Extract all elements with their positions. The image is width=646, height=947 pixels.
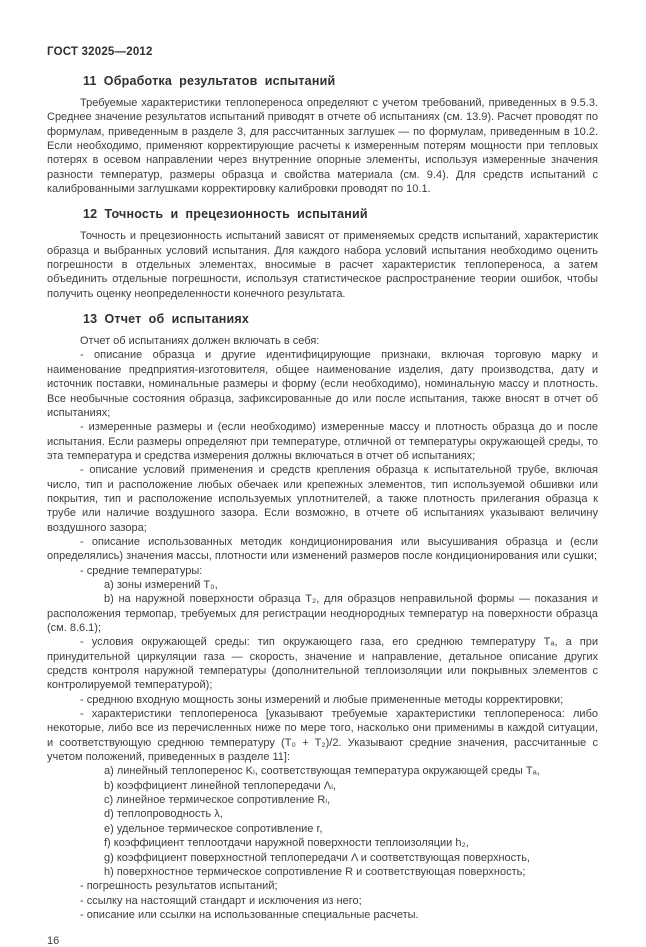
section-12-heading: 12 Точность и прецезионность испытаний [83, 207, 368, 222]
sub-list-item: f) коэффициент теплоотдачи наружной поверхности теплоизоляции h₂, [104, 837, 469, 850]
sub-list-item: d) теплопроводность λ, [104, 808, 223, 821]
list-item: - описание условий применения и средств крепления образца к испытательной трубе, включая число, тип и расположение любых обечаек или крепежных элементов, тип используемой обшивки или покрытия, тип и расположение используемых уплотнителей, а также плотность прилегания образца к трубе или наличие воздушного зазора. Если возможно, в отчете об испытаниях указывают величину воздушного зазора; [47, 464, 598, 534]
list-item: - описание или ссылки на использованные специальные расчеты. [80, 908, 419, 921]
standard-number-header: ГОСТ 32025—2012 [47, 46, 153, 58]
sub-list-item: g) коэффициент поверхностной теплопередачи Λ и соответствующая поверхность, [104, 851, 530, 864]
section-11-heading: 11 Обработка результатов испытаний [83, 74, 336, 88]
paragraph: Отчет об испытаниях должен включать в себя: [80, 335, 320, 348]
list-item: - средние температуры: [80, 564, 203, 577]
list-item: - ссылку на настоящий стандарт и исключения из него; [80, 894, 362, 907]
page-number: 16 [47, 935, 60, 947]
sub-list-item: c) линейное термическое сопротивление Rₗ, [104, 794, 331, 807]
list-item: - условия окружающей среды: тип окружающего газа, его среднюю температуру Tₐ, а при принудительной циркуляции газа — скорость, значение и направление, детальное описание других средств контроля наружной температуры (дополнительной теплоизоляции или покрывных элементов с контролируемой температурой); [47, 636, 598, 692]
list-item: - характеристики теплопереноса [указывают требуемые характеристики теплопереноса: либо некоторые, либо все из перечисленных ниже по мере того, насколько они применимы в каждой ситуации, и соответствующую среднюю температуру (T₀ + T₂)/2. Указывают средние значения, рассчитанные с учетом положений, приведенных в разделе 11]: [47, 708, 598, 764]
sub-list-item: b) коэффициент линейной теплопередачи Λₗ, [104, 779, 336, 792]
list-item: - погрешность результатов испытаний; [80, 880, 278, 893]
list-item: - описание образца и другие идентифицирующие признаки, включая торговую марку и наименование предприятия-изготовителя, общее наименование изделия, дату производства, дату и источник поставки, номинальные размеры и форму (если необходимо), номинальную массу и плотность. Все необычные состояния образца, зафиксированные до или после испытания, также вносят в отчет об испытаниях; [47, 349, 598, 419]
list-item: - среднюю входную мощность зоны измерений и любые примененные методы корректировки; [80, 693, 564, 706]
sub-list-item: e) удельное термическое сопротивление r, [104, 822, 323, 835]
paragraph: Требуемые характеристики теплопереноса определяют с учетом требований, приведенных в 9.5.3. Среднее значение результатов испытаний приводят в отчете об испытаниях (см. 13.9). Расчет проводят по формулам, приведенным в разделе 3, для рассчитанных заглушек — по формулам, приведенным в 10.2. Если необходимо, применяют корректирующие расчеты к измеренным потерям мощности при тепловых потерях в осевом направлении через внутренние опорные элементы, используя измеренные значения разности температур, размеры образца и свойства материала (см. 9.4). Для средств испытаний с калиброванными заглушками корректировку калибровки проводят по 10.1. [47, 97, 598, 196]
sub-list-item: a) линейный теплоперенос Kₗ, соответствующая температура окружающей среды Tₐ, [104, 765, 540, 778]
list-item: - описание использованных методик кондиционирования или высушивания образца и (если определялись) значения массы, плотности или изменений размеров после кондиционирования или сушки; [47, 535, 598, 563]
section-13-heading: 13 Отчет об испытаниях [83, 312, 250, 327]
sub-list-item: b) на наружной поверхности образца T₂, для образцов неправильной формы — показания и расположения термопар, требуемых для регистрации неоднородных температур на поверхности образца (см. 8.6.1); [47, 593, 598, 634]
list-item: - измеренные размеры и (если необходимо) измеренные массу и плотность образца до и после испытания. Если размеры определяют при температуре, отличной от температуры окружающей среды, то эта температура и средства измерения должны включаться в отчет об испытаниях; [47, 421, 598, 462]
paragraph: Точность и прецезионность испытаний зависят от применяемых средств испытаний, характеристик образца и выбранных условий испытания. Для каждого набора условий испытания необходимо оценить погрешности в отдельных элементах, вносимые в расчет характеристик теплопереноса, а затем объединить отдельные погрешности, используя статистическое распространение теории ошибок, чтобы получить оценку неопределенности конечного результата. [47, 230, 598, 300]
sub-list-item: a) зоны измерений T₀, [104, 578, 218, 591]
sub-list-item: h) поверхностное термическое сопротивление R и соответствующая поверхность; [104, 865, 526, 878]
